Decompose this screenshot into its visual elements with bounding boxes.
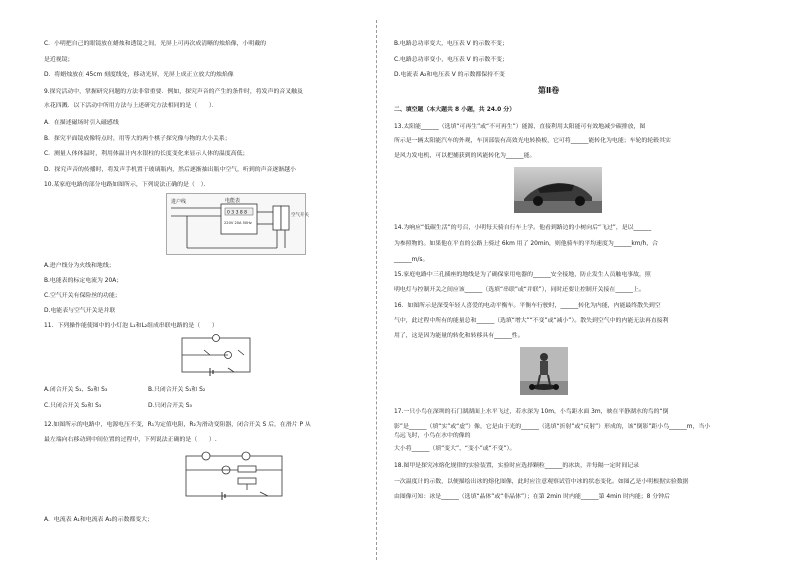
q13-line3: 是风力发电机，可以把捕获到的风能转化为______能。 xyxy=(394,153,536,159)
q10-option-d: D.电能表与空气开关是并联 xyxy=(44,308,116,314)
q12-option-a: A．电流表 A₁和电流表 A₂的示数都变大； xyxy=(44,517,153,523)
rheostat-r2 xyxy=(238,478,256,484)
solar-car-photo xyxy=(514,167,602,213)
q12-circuit-figure xyxy=(176,448,296,502)
q16-line2: 气中，此过程中所有的能量总和______（选填“增大”“不变”或“减小”）。散失到空气中的内能无法再直接利 xyxy=(394,318,669,324)
balance-scooter-photo xyxy=(520,347,568,395)
q9-option-d: D．探究声音的传播时，将发声手机置于玻璃瓶内，然后逐渐抽出瓶中空气，听到的声音逐渐越小 xyxy=(44,167,296,173)
switch-s xyxy=(260,492,268,496)
section-ii-subtitle: 二、填空题（本大题共 8 小题，共 24.0 分） xyxy=(394,107,516,113)
switch-s3 xyxy=(228,368,234,372)
q18-line1: 18.图甲是探究冰熔化规律的实验装置，实验时应选择颗粒______的冰块，并每隔一定时间记录 xyxy=(394,463,639,469)
q15-line1: 15.家庭电路中三孔插座的地线是为了确保家用电器的______安全接地，防止发生人员触电事故，照 xyxy=(394,272,651,278)
q16-line3: 用了，这是因为能量的转化和转移具有______性。 xyxy=(394,333,524,339)
q10-stem: 10.某家庭电路的部分电路如图所示，下列说法正确的是（ ）． xyxy=(44,182,210,188)
q9-option-b: B．探究平面镜成像特点时，用等大的两个棋子探究像与物的大小关系； xyxy=(44,136,231,142)
q10-option-c: C.空气开关有保险丝的功能； xyxy=(44,293,121,299)
q12-option-c: C.电路总功率变小，电压表 V 的示数不变； xyxy=(394,57,508,63)
q15-line2: 明电灯与控制开关之间应该______（选填“串联”或“并联”），同时还要让控制开关接在______上。 xyxy=(394,287,645,293)
household-circuit-diagram xyxy=(167,194,309,254)
q16-line1: 16．如图所示是深受年轻人喜爱的电动平衡车。平衡车行驶时，______转化为内能，内能最终散失到空 xyxy=(394,303,661,309)
q9-stem-line2: 水花四溅．以下活动中所用方法与上述研究方法相同的是（ ）． xyxy=(44,103,218,109)
switch-s2 xyxy=(238,350,244,355)
q11-option-d: D.只闭合开关 S₃ xyxy=(148,403,192,409)
q17-line2: 影”是______（填“实”或“虚”）像，它是由于光的______（选填“折射”或“反射”）形成的，该“倒影”距小鸟______m，当小鸟远飞时，小鸟在水中的像的 xyxy=(394,424,711,439)
air-switch-label: 空气开关 xyxy=(291,213,309,218)
q9-option-a: A．在描述磁场时引入磁感线 xyxy=(44,120,119,126)
air-switch-2 xyxy=(281,206,289,230)
q12-option-d: D.电流表 A₂和电压表 V 的示数都保持不变 xyxy=(394,72,505,78)
q8-option-c-line1: C．小明把自己的眼镜放在蜡烛和透镜之间，光屏上可再次成清晰的烛焰像，小明戴的 xyxy=(44,41,267,47)
q8-option-c-line2: 是近视镜； xyxy=(44,57,74,63)
switch-s1 xyxy=(204,350,210,355)
q11-option-a: A.闭合开关 S₁、S₂和 S₃ xyxy=(44,387,108,393)
rheostat-circuit-diagram xyxy=(176,448,296,502)
q14-line1: 14.为响应“低碳生活”的号召，小明每天骑自行车上学。他看到路边的小树向后“飞过”，是以______ xyxy=(394,225,652,231)
q12-stem-line1: 12.如图所示的电路中，电源电压不变，R₁为定值电阻，R₂为滑动变阻器，闭合开关 S 后，在滑片 P 从 xyxy=(44,422,311,428)
q11-option-c: C.只闭合开关 S₂和 S₃ xyxy=(44,403,102,409)
column-divider xyxy=(376,20,377,560)
q12-stem-line2: 最左端向右移动到中间位置的过程中，下列说法正确的是（ ）. xyxy=(44,437,217,443)
energy-meter-reading: 0 3 3 8 8 xyxy=(227,210,248,216)
resistor-r1 xyxy=(238,466,256,472)
q14-line2: 为参照物的。如果他在平直的公路上骑过 6km 用了 20min，则他骑车的平均速度为______km/h，合 xyxy=(394,241,659,247)
voltmeter-v xyxy=(242,452,250,460)
ammeter-a1 xyxy=(202,452,210,460)
q17-line1: 17.一只小鸟在深圳的石门湖湖面上水平飞过，若水深为 10m，小鸟距水面 3m，映在平静湖水的鸟的“倒 xyxy=(394,409,669,415)
q18-line3: 由图像可知：冰是______（选填“晶体”或“非晶体”）；在第 2min 时内能______第 4min 时内能；8 分钟后 xyxy=(394,494,670,500)
q17-line3: 大小将______（填“变大”、“变小”或“不变”）。 xyxy=(394,446,516,452)
lamp-l1 xyxy=(213,335,220,342)
q13-line2: 所示是一辆太阳能汽车的外观，车顶部装有高效光电转换板，它可将______能转化为电能；车轮的轮毂其实 xyxy=(394,138,671,144)
q9-stem-line1: 9.探究活动中，掌握研究问题的方法非常重要．例如，探究声音的产生的条件时，将发声的音叉触及 xyxy=(44,89,303,95)
energy-meter-spec: 220V 20A 50Hz xyxy=(224,221,252,225)
q10-circuit-figure xyxy=(166,193,309,255)
q13-line1: 13.太阳能______（选填“可再生”或“不可再生”）能源，直接利用太阳能可有效地减少碳排放，图 xyxy=(394,124,646,130)
q11-option-b: B.只闭合开关 S₁和 S₂ xyxy=(148,387,206,393)
q9-option-c: C．测量人体体温时，利用体温计内水银柱的长度变化来显示人体的温度高低； xyxy=(44,151,249,157)
energy-meter-label: 电能表 xyxy=(225,198,241,204)
air-switch-1 xyxy=(273,206,281,230)
series-circuit-diagram xyxy=(176,334,256,378)
incoming-line-label: 进户线 xyxy=(171,199,187,205)
q12-option-b: B.电路总功率变大，电压表 V 的示数不变； xyxy=(394,41,508,47)
q11-circuit-figure xyxy=(176,334,256,378)
q18-line2: 一次温度计的示数，以便描绘出冰的熔化图像，此时应注意观察试管中冰的状态变化。如图乙是小明根据实验数据 xyxy=(394,479,689,485)
q14-line3: ______m/s。 xyxy=(394,257,429,263)
q10-option-a: A.进户线分为火线和地线； xyxy=(44,263,115,269)
q11-stem: 11．下列操作能使图中的小灯泡 L₁和L₂组成串联电路的是（ ） xyxy=(44,323,218,329)
q8-option-d: D．将蜡烛放在 45cm 刻度线处，移动光屏，光屏上成正立放大的烛焰像 xyxy=(44,72,234,78)
q10-option-b: B.电能表的标定电流为 20A； xyxy=(44,278,123,284)
section-ii-title: 第Ⅱ卷 xyxy=(538,86,560,95)
